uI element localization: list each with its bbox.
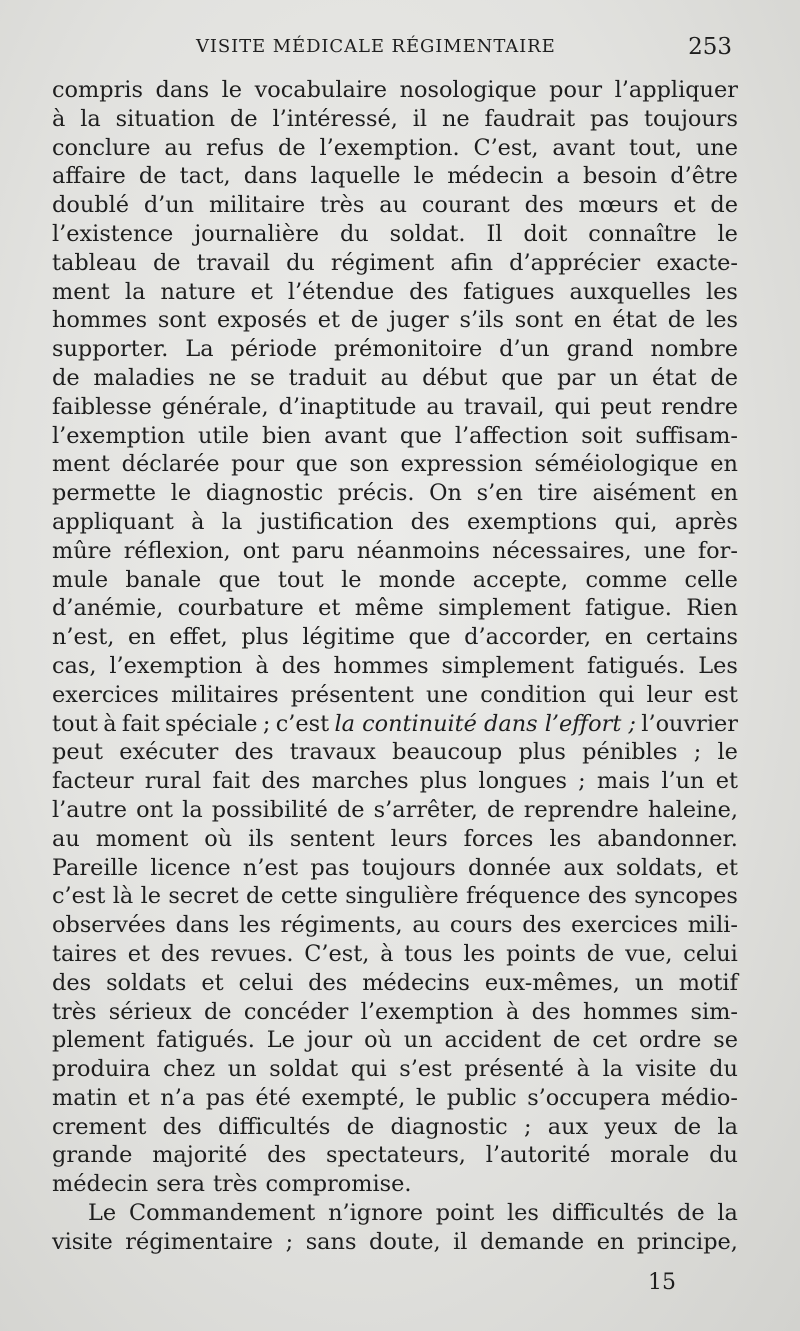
text-line: médecin sera très compromise. [52,1171,412,1198]
text-line: tableau de travail du régiment afin d’apprécier exacte- [52,249,738,276]
text-line: ment déclarée pour que son expression séméiologique en [52,451,738,478]
italic-tail: l’ouvrier [641,710,738,737]
text-line: exercices militaires présentent une condition qui leur est [52,681,738,708]
text-line: taires et des revues. C’est, à tous les points de vue, celui [52,940,738,967]
text-line: au moment où ils sentent leurs forces les abandonner. [52,825,738,852]
text-line: facteur rural fait des marches plus longues ; mais l’un et [52,768,738,795]
text-line: doublé d’un militaire très au courant des mœurs et de [52,192,738,219]
text-line: peut exécuter des travaux beaucoup plus pénibles ; le [52,739,738,766]
text-line: supporter. La période prémonitoire d’un grand nombre [52,336,738,363]
running-title: VISITE MÉDICALE RÉGIMENTAIRE [196,36,556,57]
text-line: permette le diagnostic précis. On s’en tire aisément en [52,480,738,507]
text-line: mûre réflexion, ont paru néanmoins nécessaires, une for- [52,537,738,564]
text-line: conclure au refus de l’exemption. C’est, avant tout, une [52,134,738,161]
text-line: plement fatigués. Le jour où un accident de cet ordre se [52,1027,738,1054]
page-number: 253 [688,34,732,60]
text-line: hommes sont exposés et de juger s’ils sont en état de les [52,307,738,334]
text-line: mule banale que tout le monde accepte, comme celle [52,566,738,593]
text-line: c’est là le secret de cette singulière fréquence des syncopes [52,883,738,910]
text-line: tout à fait spéciale ; c’est la continuité dans l’effort ; l’ouvrier [52,710,738,737]
text-line: l’existence journalière du soldat. Il doit connaître le [52,220,738,247]
text-line: compris dans le vocabulaire nosologique pour l’appliquer [52,77,738,103]
text-line: produira chez un soldat qui s’est présenté à la visite du [52,1056,738,1083]
italic-phrase: la continuité dans l’effort ; [334,710,636,737]
body-text [52,76,738,1257]
text-line: grande majorité des spectateurs, l’autorité morale du [52,1142,738,1169]
text-line: Pareille licence n’est pas toujours donnée aux soldats, et [52,854,738,881]
text-line: ment la nature et l’étendue des fatigues auxquelles les [52,278,738,305]
signature-mark: 15 [648,1270,676,1295]
text-line: d’anémie, courbature et même simplement fatigue. Rien [52,595,738,622]
text-line: très sérieux de concéder l’exemption à des hommes sim- [52,998,738,1025]
text-line: faiblesse générale, d’inaptitude au travail, qui peut rendre [52,393,738,420]
text-line: de maladies ne se traduit au début que par un état de [52,364,738,391]
text-line: appliquant à la justification des exemptions qui, après [52,508,738,535]
text-line: matin et n’a pas été exempté, le public s’occupera médio- [52,1084,738,1111]
page-header [196,36,732,66]
text-line: l’autre ont la possibilité de s’arrêter, de reprendre haleine, [52,796,738,823]
text-line: observées dans les régiments, au cours des exercices mili- [52,912,738,939]
text-line: cas, l’exemption à des hommes simplement fatigués. Les [52,652,738,679]
text-line: visite régimentaire ; sans doute, il demande en principe, [52,1228,738,1255]
text-line: à la situation de l’intéressé, il ne faudrait pas toujours [52,105,738,132]
text-line: n’est, en effet, plus légitime que d’accorder, en certains [52,624,738,651]
text-line: crement des difficultés de diagnostic ; aux yeux de la [52,1113,738,1140]
text-line: affaire de tact, dans laquelle le médecin a besoin d’être [52,163,738,190]
text-line: Le Commandement n’ignore point les difficultés de la [88,1200,738,1227]
text-line: des soldats et celui des médecins eux-mêmes, un motif [52,969,738,996]
text-line: l’exemption utile bien avant que l’affection soit suffisam- [52,422,738,449]
